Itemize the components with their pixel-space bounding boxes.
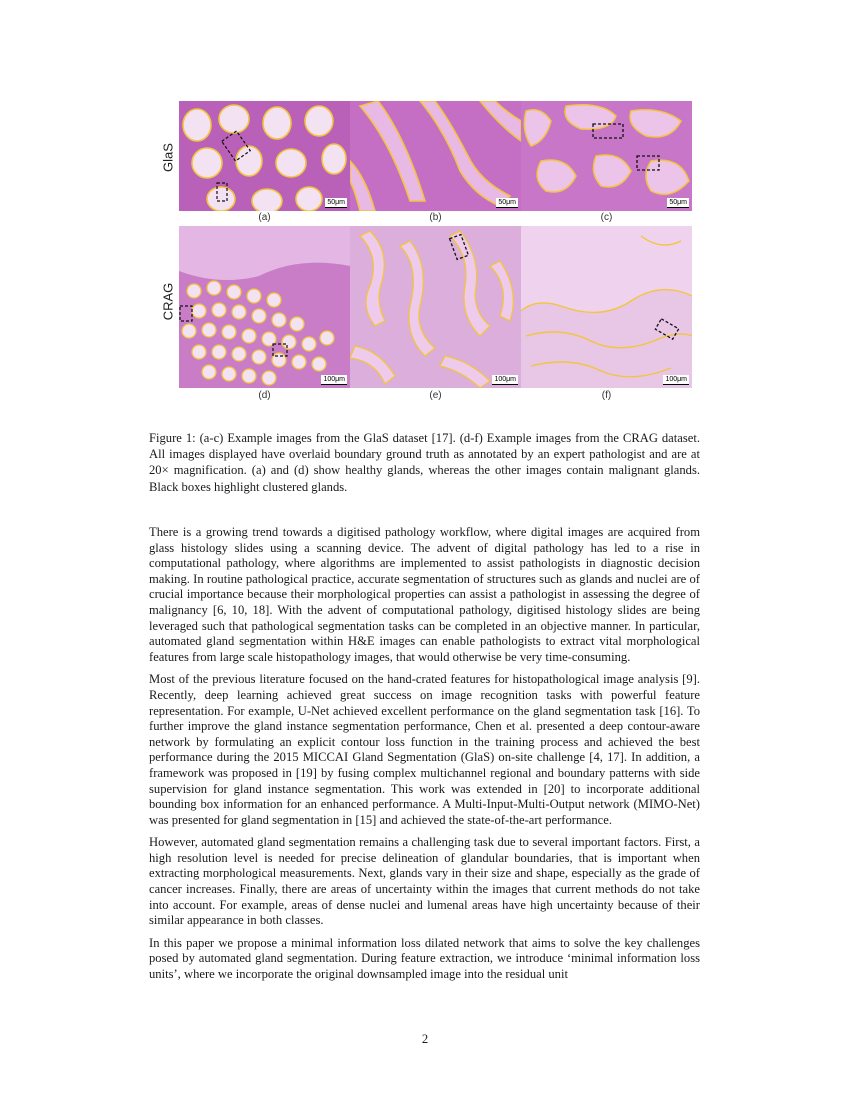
paragraph: Most of the previous literature focused on the hand-crated features for histopathological image analysis [9]. Recently, deep learning achieved great success on image recognition tasks with powerful feature representation. For example, U-Net achieved excellent performance on the gland segmentation task [16]. To further improve the gland instance segmentation performance, Chen et al. presented a deep contour-aware network by formulating an explicit contour loss function in the training process and achieved the best performance during the 2015 MICCAI Gland Segmentation (GlaS) on-site challenge [4, 17]. In addition, a framework was proposed in [19] by fusing complex multichannel regional and boundary patterns with side supervision for gland instance segmentation. This work was extended in [20] to incorporate additional bounding box information for an enhanced performance. A Multi-Input-Multi-Output network (MIMO-Net) was presented for gland segmentation in [15] and achieved the state-of-the-art performance. [149, 672, 700, 827]
scale-bar: 100μm [323, 376, 345, 383]
row-label-crag: CRAG [160, 282, 176, 321]
panel-label-e: (e) [429, 390, 442, 401]
figure-caption: Figure 1: (a-c) Example images from the GlaS dataset [17]. (d-f) Example images from the CRAG dataset. All images displayed have overlaid boundary ground truth as annotated by an expert pathologist and are at 20× magnification. (a) and (d) show healthy glands, whereas the other images contain malignant glands. Black boxes highlight clustered glands. [149, 431, 700, 494]
scale-bar: 50μm [498, 199, 516, 206]
scale-bar: 100μm [494, 376, 516, 383]
paragraph: There is a growing trend towards a digitised pathology workflow, where digital images are acquired from glass histology slides using a scanning device. The advent of digital pathology has led to a rise in computational pathology, where algorithms are implemented to assist pathologists in diagnostic decision making. In routine pathological practice, accurate segmentation of structures such as glands and nuclei are of crucial importance because their morphological properties can assist a pathologist in assessing the degree of malignancy [6, 10, 18]. With the advent of computational pathology, digitised histology slides are being leveraged such that pathological segmentation tasks can be completed in an objective manner. In particular, automated gland segmentation within H&E images can enable pathologists to extract vital morphological features from large scale histopathology images, that would otherwise be very time-consuming. [149, 525, 700, 664]
panel-label-a: (a) [258, 212, 271, 223]
panel-label-c: (c) [600, 212, 613, 223]
histology-image-c [521, 101, 692, 211]
histology-image-e [350, 226, 521, 388]
figure-panel-b [350, 101, 521, 211]
scale-bar: 50μm [669, 199, 687, 206]
histology-image-d [179, 226, 350, 388]
figure-panel-e [350, 226, 521, 388]
scale-bar: 50μm [327, 199, 345, 206]
panel-label-d: (d) [258, 390, 271, 401]
paragraph: However, automated gland segmentation remains a challenging task due to several important factors. First, a high resolution level is needed for precise delineation of glandular boundaries, that is important when extracting morphological measurements. Next, glands vary in their size and shape, especially as the grade of cancer increases. Finally, there are areas of uncertainty within the images that current methods do not take into account. For example, areas of dense nuclei and lumenal areas have high uncertainty because of their similar appearance in both classes. [149, 835, 700, 928]
histology-image-b [350, 101, 521, 211]
panel-label-f: (f) [601, 390, 612, 401]
histology-image-f [521, 226, 692, 388]
figure-panel-c [521, 101, 692, 211]
panel-label-b: (b) [429, 212, 442, 223]
histology-image-a [179, 101, 350, 211]
body-text [149, 525, 700, 990]
figure-panel-d [179, 226, 350, 388]
page-number: 2 [421, 1032, 429, 1046]
row-label-glas: GlaS [160, 143, 176, 172]
paragraph: In this paper we propose a minimal information loss dilated network that aims to solve the key challenges posed by automated gland segmentation. During feature extraction, we introduce ‘minimal information loss units’, where we incorporate the original downsampled image into the residual unit [149, 935, 700, 982]
figure-panel-f [521, 226, 692, 388]
figure-panel-a [179, 101, 350, 211]
scale-bar: 100μm [665, 376, 687, 383]
